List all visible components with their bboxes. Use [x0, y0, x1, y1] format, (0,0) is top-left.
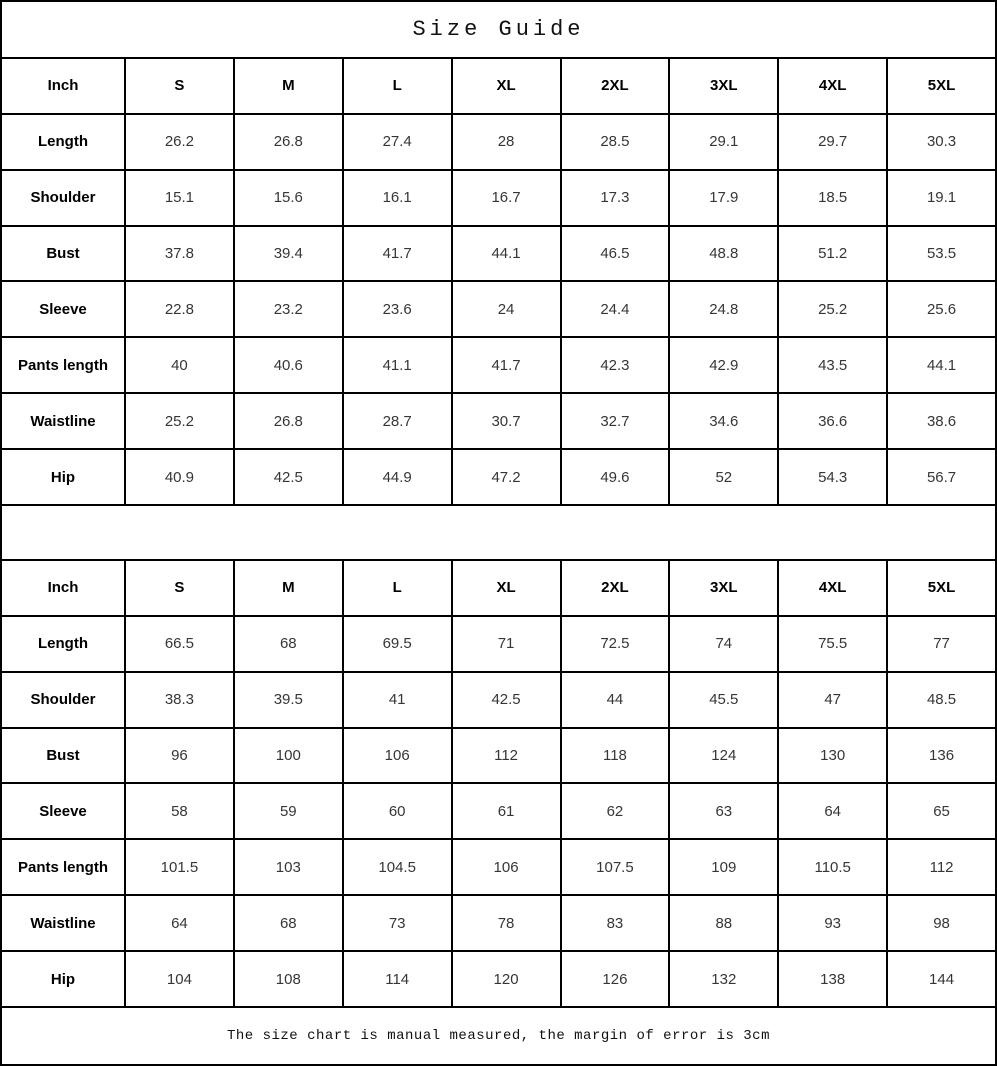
value-cell: 48.5: [887, 672, 996, 728]
value-cell: 23.2: [234, 281, 343, 337]
value-cell: 103: [234, 839, 343, 895]
value-cell: 17.3: [561, 170, 670, 226]
value-cell: 54.3: [778, 449, 887, 505]
measure-label: Waistline: [1, 895, 125, 951]
value-cell: 27.4: [343, 114, 452, 170]
value-cell: 26.2: [125, 114, 234, 170]
measure-label: Waistline: [1, 393, 125, 449]
value-cell: 118: [561, 728, 670, 784]
value-cell: 24.8: [669, 281, 778, 337]
value-cell: 41.7: [452, 337, 561, 393]
value-cell: 30.3: [887, 114, 996, 170]
value-cell: 38.3: [125, 672, 234, 728]
value-cell: 43.5: [778, 337, 887, 393]
value-cell: 39.4: [234, 226, 343, 282]
value-cell: 48.8: [669, 226, 778, 282]
value-cell: 41: [343, 672, 452, 728]
size-header-cell: XL: [452, 58, 561, 114]
value-cell: 44.9: [343, 449, 452, 505]
value-cell: 26.8: [234, 114, 343, 170]
value-cell: 62: [561, 783, 670, 839]
measure-label: Shoulder: [1, 170, 125, 226]
page-title: Size Guide: [1, 1, 996, 58]
measurement-row: [1, 337, 996, 393]
size-header-cell: 5XL: [887, 560, 996, 616]
value-cell: 30.7: [452, 393, 561, 449]
value-cell: 16.1: [343, 170, 452, 226]
size-header-cell: S: [125, 58, 234, 114]
unit-header-cell: Inch: [1, 560, 125, 616]
measurement-row: [1, 449, 996, 505]
value-cell: 40: [125, 337, 234, 393]
value-cell: 47: [778, 672, 887, 728]
value-cell: 138: [778, 951, 887, 1007]
value-cell: 44.1: [452, 226, 561, 282]
measurement-row: [1, 895, 996, 951]
size-header-cell: 2XL: [561, 58, 670, 114]
value-cell: 40.9: [125, 449, 234, 505]
value-cell: 23.6: [343, 281, 452, 337]
value-cell: 46.5: [561, 226, 670, 282]
value-cell: 112: [887, 839, 996, 895]
value-cell: 15.1: [125, 170, 234, 226]
measurement-row: [1, 393, 996, 449]
value-cell: 93: [778, 895, 887, 951]
value-cell: 28.5: [561, 114, 670, 170]
value-cell: 64: [778, 783, 887, 839]
table-spacer-cell: [1, 505, 996, 560]
footer-row: [1, 1007, 996, 1065]
value-cell: 88: [669, 895, 778, 951]
value-cell: 42.5: [452, 672, 561, 728]
measurement-row: [1, 728, 996, 784]
unit-header-cell: Inch: [1, 58, 125, 114]
value-cell: 24: [452, 281, 561, 337]
measure-label: Sleeve: [1, 783, 125, 839]
size-header-cell: L: [343, 58, 452, 114]
value-cell: 32.7: [561, 393, 670, 449]
value-cell: 96: [125, 728, 234, 784]
measurement-row: [1, 616, 996, 672]
value-cell: 112: [452, 728, 561, 784]
value-cell: 19.1: [887, 170, 996, 226]
size-table-upper: [1, 58, 996, 505]
value-cell: 29.1: [669, 114, 778, 170]
value-cell: 25.6: [887, 281, 996, 337]
measure-label: Sleeve: [1, 281, 125, 337]
value-cell: 44.1: [887, 337, 996, 393]
value-cell: 98: [887, 895, 996, 951]
value-cell: 106: [343, 728, 452, 784]
measurement-row: [1, 783, 996, 839]
size-header-cell: 5XL: [887, 58, 996, 114]
measurement-row: [1, 114, 996, 170]
value-cell: 17.9: [669, 170, 778, 226]
size-header-cell: M: [234, 58, 343, 114]
value-cell: 39.5: [234, 672, 343, 728]
value-cell: 68: [234, 895, 343, 951]
measure-label: Bust: [1, 226, 125, 282]
value-cell: 132: [669, 951, 778, 1007]
value-cell: 41.7: [343, 226, 452, 282]
value-cell: 136: [887, 728, 996, 784]
value-cell: 104: [125, 951, 234, 1007]
value-cell: 51.2: [778, 226, 887, 282]
measurement-row: [1, 839, 996, 895]
size-header-cell: XL: [452, 560, 561, 616]
value-cell: 66.5: [125, 616, 234, 672]
value-cell: 64: [125, 895, 234, 951]
value-cell: 75.5: [778, 616, 887, 672]
size-header-cell: 3XL: [669, 58, 778, 114]
value-cell: 130: [778, 728, 887, 784]
value-cell: 126: [561, 951, 670, 1007]
table-spacer-row: [1, 505, 996, 560]
size-header-row: [1, 58, 996, 114]
value-cell: 16.7: [452, 170, 561, 226]
value-cell: 44: [561, 672, 670, 728]
measure-label: Pants length: [1, 839, 125, 895]
measure-label: Hip: [1, 951, 125, 1007]
value-cell: 25.2: [778, 281, 887, 337]
measurement-row: [1, 226, 996, 282]
value-cell: 83: [561, 895, 670, 951]
value-cell: 69.5: [343, 616, 452, 672]
value-cell: 38.6: [887, 393, 996, 449]
value-cell: 114: [343, 951, 452, 1007]
size-header-cell: S: [125, 560, 234, 616]
value-cell: 45.5: [669, 672, 778, 728]
measure-label: Hip: [1, 449, 125, 505]
value-cell: 25.2: [125, 393, 234, 449]
value-cell: 78: [452, 895, 561, 951]
measurement-row: [1, 170, 996, 226]
value-cell: 24.4: [561, 281, 670, 337]
value-cell: 120: [452, 951, 561, 1007]
measure-label: Bust: [1, 728, 125, 784]
measure-label: Shoulder: [1, 672, 125, 728]
value-cell: 61: [452, 783, 561, 839]
value-cell: 28.7: [343, 393, 452, 449]
measurement-row: [1, 672, 996, 728]
value-cell: 37.8: [125, 226, 234, 282]
value-cell: 26.8: [234, 393, 343, 449]
value-cell: 100: [234, 728, 343, 784]
measure-label: Pants length: [1, 337, 125, 393]
value-cell: 49.6: [561, 449, 670, 505]
value-cell: 53.5: [887, 226, 996, 282]
value-cell: 107.5: [561, 839, 670, 895]
value-cell: 72.5: [561, 616, 670, 672]
value-cell: 41.1: [343, 337, 452, 393]
value-cell: 77: [887, 616, 996, 672]
value-cell: 101.5: [125, 839, 234, 895]
value-cell: 109: [669, 839, 778, 895]
value-cell: 18.5: [778, 170, 887, 226]
value-cell: 58: [125, 783, 234, 839]
measure-label: Length: [1, 114, 125, 170]
value-cell: 71: [452, 616, 561, 672]
value-cell: 15.6: [234, 170, 343, 226]
value-cell: 29.7: [778, 114, 887, 170]
size-header-cell: 2XL: [561, 560, 670, 616]
value-cell: 73: [343, 895, 452, 951]
value-cell: 74: [669, 616, 778, 672]
size-header-cell: M: [234, 560, 343, 616]
value-cell: 36.6: [778, 393, 887, 449]
value-cell: 42.3: [561, 337, 670, 393]
value-cell: 106: [452, 839, 561, 895]
size-header-cell: 4XL: [778, 560, 887, 616]
footer-note: The size chart is manual measured, the margin of error is 3cm: [1, 1007, 996, 1065]
value-cell: 22.8: [125, 281, 234, 337]
value-cell: 110.5: [778, 839, 887, 895]
value-cell: 104.5: [343, 839, 452, 895]
measurement-row: [1, 951, 996, 1007]
value-cell: 108: [234, 951, 343, 1007]
value-cell: 65: [887, 783, 996, 839]
value-cell: 124: [669, 728, 778, 784]
measure-label: Length: [1, 616, 125, 672]
size-header-row: [1, 560, 996, 616]
value-cell: 42.9: [669, 337, 778, 393]
value-cell: 40.6: [234, 337, 343, 393]
size-table-lower: [1, 560, 996, 1007]
value-cell: 59: [234, 783, 343, 839]
value-cell: 52: [669, 449, 778, 505]
value-cell: 60: [343, 783, 452, 839]
value-cell: 56.7: [887, 449, 996, 505]
size-header-cell: L: [343, 560, 452, 616]
value-cell: 144: [887, 951, 996, 1007]
title-row: [1, 1, 996, 58]
size-header-cell: 3XL: [669, 560, 778, 616]
value-cell: 28: [452, 114, 561, 170]
value-cell: 42.5: [234, 449, 343, 505]
value-cell: 68: [234, 616, 343, 672]
size-header-cell: 4XL: [778, 58, 887, 114]
measurement-row: [1, 281, 996, 337]
value-cell: 34.6: [669, 393, 778, 449]
value-cell: 47.2: [452, 449, 561, 505]
value-cell: 63: [669, 783, 778, 839]
